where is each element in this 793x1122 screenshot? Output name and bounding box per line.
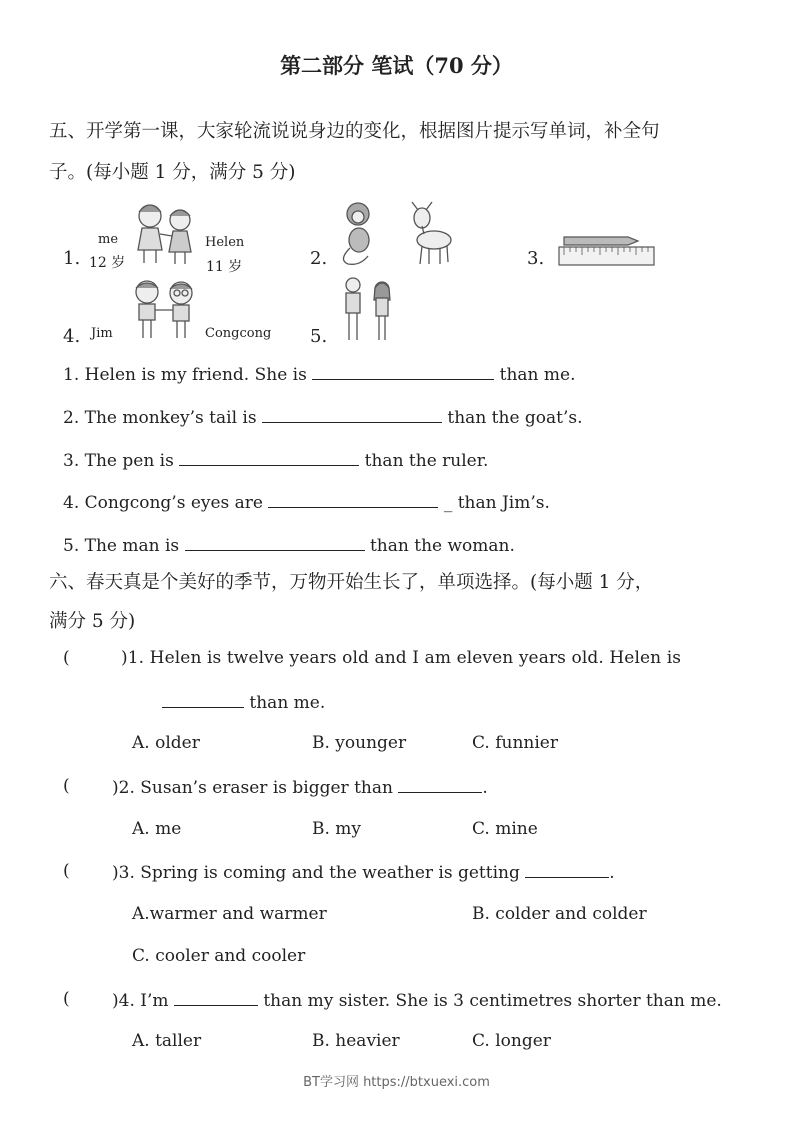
question-text: 2. The monkey’s tail is (63, 408, 257, 428)
q3-option-c[interactable]: C. cooler and cooler (132, 946, 306, 966)
q4-option-c[interactable]: C. longer (472, 1031, 551, 1051)
footer-watermark[interactable]: BT学习网 https://btxuexi.com (303, 1075, 490, 1090)
question-text: than the goat’s. (447, 408, 583, 428)
picture-3-number: 3. (527, 248, 545, 269)
q1-paren: ( (63, 648, 70, 668)
question-text: _ than Jim’s. (443, 493, 550, 513)
q2-line (112, 776, 488, 798)
q2-option-a[interactable]: A. me (132, 819, 182, 839)
man-woman-illustration (338, 276, 398, 342)
q1-option-a[interactable]: A. older (132, 733, 200, 753)
question-text: 1. Helen is my friend. She is (63, 365, 307, 385)
pen-ruler-illustration (558, 233, 656, 267)
answer-blank[interactable] (398, 776, 482, 793)
question-text: )2. Susan’s eraser is bigger than (112, 778, 393, 798)
question-text: )3. Spring is coming and the weather is getting (112, 863, 520, 883)
answer-blank[interactable] (162, 691, 244, 708)
q1-line2 (162, 691, 325, 713)
picture-5-number: 5. (310, 326, 328, 347)
picture-1-helen-label: Helen (205, 235, 245, 250)
section5-question-1 (63, 363, 576, 385)
section5-instruction-line2: 子。(每小题 1 分，满分 5 分) (49, 162, 296, 183)
monkey-goat-illustration (338, 198, 458, 268)
q4-line (112, 989, 722, 1011)
picture-4-jim-label: Jim (91, 326, 113, 341)
q1-option-b[interactable]: B. younger (312, 733, 407, 753)
answer-blank[interactable] (174, 989, 258, 1006)
answer-blank[interactable] (268, 491, 438, 508)
section5-question-2 (63, 406, 583, 428)
section6-instruction-line1: 六、春天真是个美好的季节，万物开始生长了，单项选择。(每小题 1 分， (49, 572, 654, 593)
picture-4-number: 4. (63, 326, 81, 347)
two-girls-illustration (130, 200, 202, 265)
question-text: than the woman. (369, 536, 515, 556)
section5-question-5 (63, 534, 515, 556)
question-text: 5. The man is (63, 536, 180, 556)
answer-blank[interactable] (312, 363, 494, 380)
q1-line1: )1. Helen is twelve years old and I am eleven years old. Helen is (121, 648, 682, 668)
answer-blank[interactable] (179, 449, 359, 466)
picture-1-number: 1. (63, 248, 81, 269)
answer-blank[interactable] (185, 534, 365, 551)
question-text: 3. The pen is (63, 451, 174, 471)
section5-question-3 (63, 449, 488, 471)
q3-paren: ( (63, 861, 70, 881)
q1-option-c[interactable]: C. funnier (472, 733, 558, 753)
picture-1-me-age: 12 岁 (89, 255, 126, 271)
q4-option-a[interactable]: A. taller (132, 1031, 202, 1051)
question-text: than me. (249, 693, 326, 713)
q2-option-c[interactable]: C. mine (472, 819, 538, 839)
q3-option-a[interactable]: A.warmer and warmer (132, 904, 327, 924)
picture-1-helen-age: 11 岁 (206, 259, 243, 275)
picture-2-number: 2. (310, 248, 328, 269)
question-text: than me. (499, 365, 576, 385)
q3-option-b[interactable]: B. colder and colder (472, 904, 647, 924)
question-text: . (482, 778, 488, 798)
question-text: . (609, 863, 615, 883)
section5-question-4 (63, 491, 550, 513)
question-text: 4. Congcong’s eyes are (63, 493, 263, 513)
answer-blank[interactable] (262, 406, 442, 423)
q4-option-b[interactable]: B. heavier (312, 1031, 400, 1051)
q2-option-b[interactable]: B. my (312, 819, 362, 839)
question-text: )4. I’m (112, 991, 169, 1011)
answer-blank[interactable] (525, 861, 609, 878)
page-title: 第二部分 笔试（70 分） (280, 53, 513, 78)
question-text: than my sister. She is 3 centimetres shorter than me. (263, 991, 722, 1011)
picture-1-me-label: me (98, 232, 119, 247)
q3-line (112, 861, 615, 883)
picture-4-congcong-label: Congcong (205, 326, 272, 341)
section5-instruction-line1: 五、开学第一课，大家轮流说说身边的变化，根据图片提示写单词，补全句 (49, 121, 660, 142)
q2-paren: ( (63, 776, 70, 796)
question-text: than the ruler. (364, 451, 489, 471)
section6-instruction-line2: 满分 5 分) (49, 611, 136, 632)
two-boys-illustration (130, 278, 200, 340)
q4-paren: ( (63, 989, 70, 1009)
